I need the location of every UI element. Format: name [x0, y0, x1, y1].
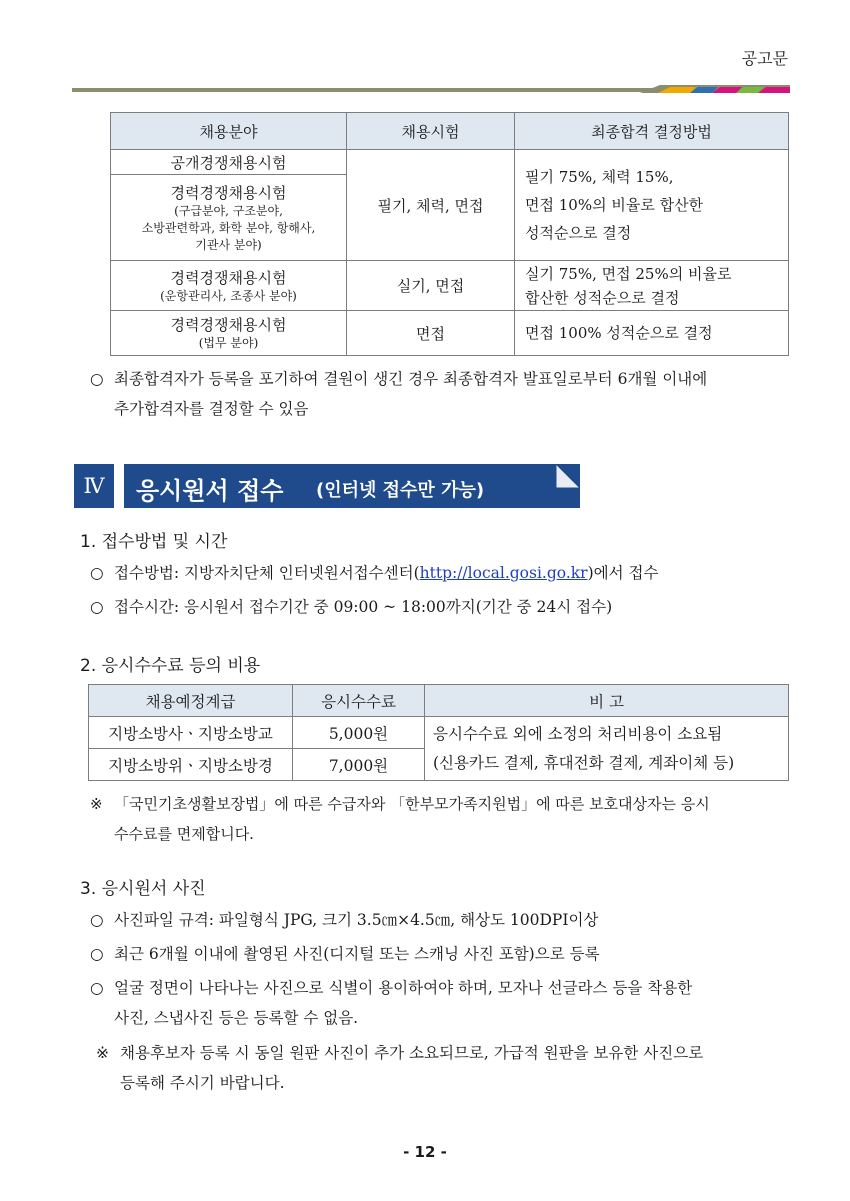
- table-cell-method: 실기 75%, 면접 25%의 비율로 합산한 성적순으로 결정: [515, 261, 789, 311]
- bullet-mark: ○: [90, 598, 104, 616]
- table-header-cell: 응시수수료: [293, 685, 425, 717]
- table-cell-exam: 실기, 면접: [347, 261, 515, 311]
- list-item: 얼굴 정면이 나타나는 사진으로 식별이 용이하여야 하며, 모자나 선글라스 등을 착용한 사진, 스냅사진 등은 등록할 수 없음.: [114, 979, 693, 1027]
- note-text: 최종합격자가 등록을 포기하여 결원이 생긴 경우 최종합격자 발표일로부터 6개월 이내에 추가합격자를 결정할 수 있음: [114, 370, 708, 418]
- note-mark: ※: [96, 1044, 109, 1062]
- list-item: 접수시간: 응시원서 접수기간 중 09:00 ~ 18:00까지(기간 중 24시 접수): [114, 598, 613, 616]
- reception-link[interactable]: http://local.gosi.go.kr: [419, 564, 588, 582]
- page-number: - 12 -: [403, 1143, 447, 1161]
- table-cell-rank: 지방소방위ㆍ지방소방경: [89, 749, 293, 781]
- bullet-mark: ○: [90, 911, 104, 929]
- bullet-mark: ○: [90, 945, 104, 963]
- note-text: 채용후보자 등록 시 동일 원판 사진이 추가 소요되므로, 가급적 원판을 보유한 사진으로 등록해 주시기 바랍니다.: [120, 1044, 704, 1092]
- table-cell-field: 경력경쟁채용시험 (구급분야, 구조분야, 소방관련학과, 화학 분야, 항해사, 기관사 분야): [111, 175, 347, 261]
- table-cell-field: 경력경쟁채용시험 (운항관리사, 조종사 분야): [111, 261, 347, 311]
- bullet-mark: ○: [90, 370, 104, 388]
- list-item: 최근 6개월 이내에 촬영된 사진(디지털 또는 스캐닝 사진 포함)으로 등록: [114, 945, 600, 963]
- table-header-cell: 채용분야: [111, 113, 347, 150]
- table-cell-fee: 5,000원: [293, 717, 425, 749]
- header-label: 공고문: [741, 49, 788, 68]
- table-header-cell: 최종합격 결정방법: [515, 113, 789, 150]
- section-numeral: Ⅳ: [74, 464, 114, 508]
- subsection-heading: 2. 응시수수료 등의 비용: [80, 656, 261, 676]
- table-cell-field: 공개경쟁채용시험: [111, 150, 347, 175]
- note-text: 「국민기초생활보장법」에 따른 수급자와 「한부모가족지원법」에 따른 보호대상자는 응시 수수료를 면제합니다.: [114, 795, 710, 843]
- header-rule: [72, 88, 722, 92]
- bullet-mark: ○: [90, 979, 104, 997]
- section-corner-fold: [556, 464, 580, 488]
- section-title-bar: [124, 464, 580, 508]
- list-item: 접수방법: 지방자치단체 인터넷원서접수센터(http://local.gosi.go.kr)에서 접수: [114, 564, 659, 582]
- list-item: 사진파일 규격: 파일형식 JPG, 크기 3.5㎝×4.5㎝, 해상도 100DPI이상: [114, 911, 599, 929]
- subsection-heading: 3. 응시원서 사진: [80, 879, 206, 899]
- header-accent-stripe: [640, 85, 790, 93]
- table-cell-exam: 필기, 체력, 면접: [347, 150, 515, 261]
- table-cell-field: 경력경쟁채용시험 (법무 분야): [111, 311, 347, 356]
- table-cell-remark: 응시수수료 외에 소정의 처리비용이 소요됨 (신용카드 결제, 휴대전화 결제, 계좌이체 등): [425, 717, 789, 781]
- table-cell-method: 면접 100% 성적순으로 결정: [515, 311, 789, 356]
- table-cell-rank: 지방소방사ㆍ지방소방교: [89, 717, 293, 749]
- section-subtitle: (인터넷 접수만 가능): [316, 480, 485, 501]
- table-cell-method: 필기 75%, 체력 15%, 면접 10%의 비율로 합산한 성적순으로 결정: [515, 150, 789, 261]
- final-selection-table: [110, 112, 789, 356]
- note-mark: ※: [90, 795, 103, 813]
- subsection-heading: 1. 접수방법 및 시간: [80, 532, 228, 552]
- section-title: 응시원서 접수: [136, 477, 284, 505]
- table-header-cell: 채용시험: [347, 113, 515, 150]
- fee-table: [88, 684, 789, 781]
- table-cell-fee: 7,000원: [293, 749, 425, 781]
- table-cell-exam: 면접: [347, 311, 515, 356]
- table-header-cell: 채용예정계급: [89, 685, 293, 717]
- table-header-cell: 비 고: [425, 685, 789, 717]
- bullet-mark: ○: [90, 564, 104, 582]
